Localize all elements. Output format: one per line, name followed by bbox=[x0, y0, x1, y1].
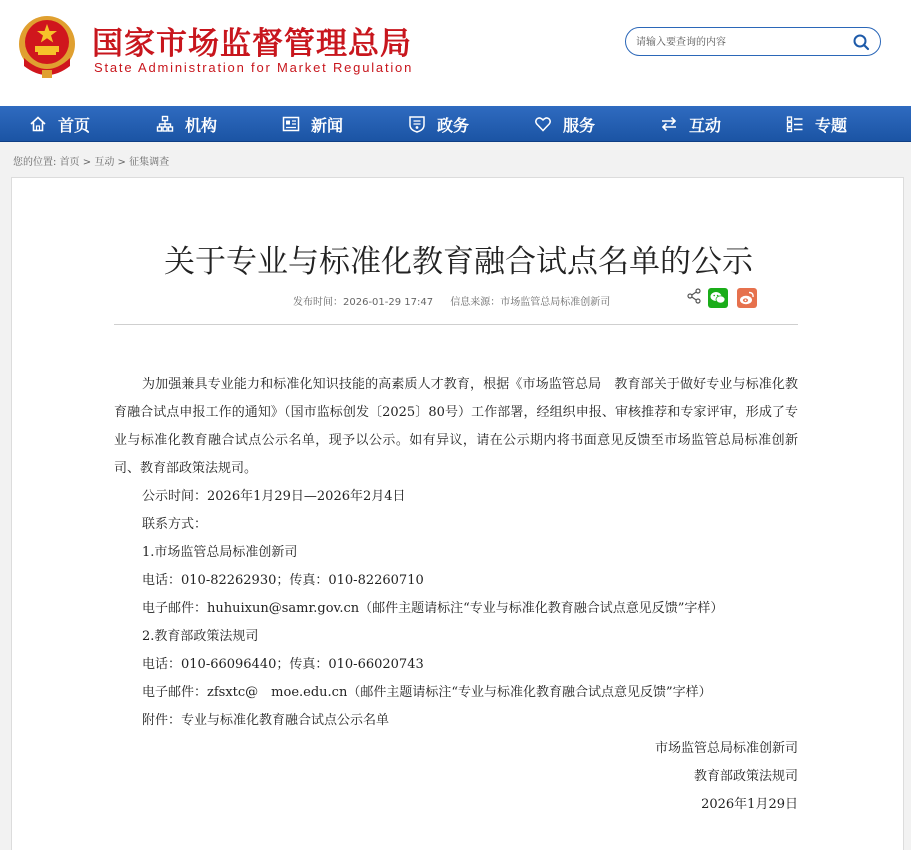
nav-item-news[interactable] bbox=[282, 106, 343, 142]
title-divider bbox=[114, 324, 798, 325]
search-icon[interactable] bbox=[852, 33, 870, 51]
nav-label: 政务 bbox=[437, 115, 470, 135]
search-box bbox=[625, 27, 881, 56]
signature-date: 2026年1月29日 bbox=[701, 797, 798, 812]
article-title: 关于专业与标准化教育融合试点名单的公示 bbox=[164, 244, 753, 280]
breadcrumb-home-link[interactable]: 首页 bbox=[59, 157, 80, 168]
site-subtitle: State Administration for Market Regulation bbox=[94, 60, 414, 75]
wechat-share-icon[interactable] bbox=[708, 288, 728, 308]
home-icon bbox=[29, 115, 47, 133]
news-icon bbox=[282, 115, 300, 133]
breadcrumb-separator: > bbox=[117, 157, 126, 168]
topics-icon bbox=[786, 115, 804, 133]
contact-samr-email: 电子邮件：huhuixun@samr.gov.cn（邮件主题请标注“专业与标准化教育融合试点意见反馈”字样） bbox=[142, 601, 724, 616]
article-meta bbox=[293, 293, 610, 308]
national-emblem-icon[interactable] bbox=[16, 14, 78, 80]
contact-moe-email: 电子邮件：zfsxtc@ moe.edu.cn（邮件主题请标注“专业与标准化教育融合试点意见反馈”字样） bbox=[142, 685, 712, 700]
nav-label: 互动 bbox=[689, 115, 722, 135]
signature-samr: 市场监管总局标准创新司 bbox=[654, 741, 798, 756]
article-panel bbox=[11, 177, 904, 850]
info-source: 信息来源：市场监管总局标准创新司 bbox=[450, 297, 611, 308]
org-icon bbox=[156, 115, 174, 133]
breadcrumb-interaction-link[interactable]: 互动 bbox=[94, 157, 115, 168]
publish-time: 发布时间：2026-01-29 17:47 bbox=[293, 297, 434, 308]
contact-samr-phone: 电话：010-82262930；传真：010-82260710 bbox=[142, 573, 424, 588]
contact-heading: 联系方式： bbox=[142, 517, 208, 532]
nav-item-home[interactable] bbox=[29, 106, 90, 142]
site-title[interactable]: 国家市场监督管理总局 bbox=[92, 26, 412, 62]
search-input[interactable] bbox=[636, 33, 846, 51]
site-header bbox=[0, 0, 911, 106]
breadcrumb-survey-link[interactable]: 征集调查 bbox=[129, 157, 170, 168]
breadcrumb-prefix: 您的位置: bbox=[13, 157, 57, 168]
breadcrumb bbox=[13, 153, 169, 168]
nav-label: 机构 bbox=[185, 115, 218, 135]
signature-moe: 教育部政策法规司 bbox=[693, 769, 798, 784]
weibo-share-icon[interactable] bbox=[737, 288, 757, 308]
contact-samr: 1.市场监管总局标准创新司 bbox=[142, 545, 298, 560]
attachment-link[interactable]: 附件：专业与标准化教育融合试点公示名单 bbox=[142, 713, 390, 728]
main-nav bbox=[0, 106, 911, 142]
nav-item-interaction[interactable] bbox=[660, 106, 721, 142]
nav-label: 新闻 bbox=[311, 115, 344, 135]
article-body bbox=[114, 371, 798, 819]
nav-item-services[interactable] bbox=[534, 106, 595, 142]
share-icon[interactable] bbox=[687, 288, 701, 304]
announcement-period: 公示时间：2026年1月29日—2026年2月4日 bbox=[142, 489, 406, 504]
nav-label: 首页 bbox=[58, 115, 91, 135]
breadcrumb-separator: > bbox=[82, 157, 92, 168]
contact-moe: 2.教育部政策法规司 bbox=[142, 629, 259, 644]
article-paragraph: 为加强兼具专业能力和标准化知识技能的高素质人才教育，根据《市场监管总局 教育部关于做好专业与标准化教育融合试点申报工作的通知》（国市监标创发〔2025〕80号）工作部署，经组织申报、审核推荐和专家评审，形成了专业与标准化教育融合试点公示名单，现予以公示。如有异议，请在公示期内将书面意见反馈至市场监管总局标准创新司、教育部政策法规司。 bbox=[114, 377, 798, 476]
contact-moe-phone: 电话：010-66096440；传真：010-66020743 bbox=[142, 657, 424, 672]
government-icon bbox=[408, 115, 426, 133]
nav-label: 专题 bbox=[815, 115, 848, 135]
nav-label: 服务 bbox=[563, 115, 596, 135]
nav-item-government-affairs[interactable] bbox=[408, 106, 469, 142]
nav-item-topics[interactable] bbox=[786, 106, 847, 142]
heart-icon bbox=[534, 115, 552, 133]
nav-item-organization[interactable] bbox=[156, 106, 217, 142]
exchange-icon bbox=[660, 115, 678, 133]
